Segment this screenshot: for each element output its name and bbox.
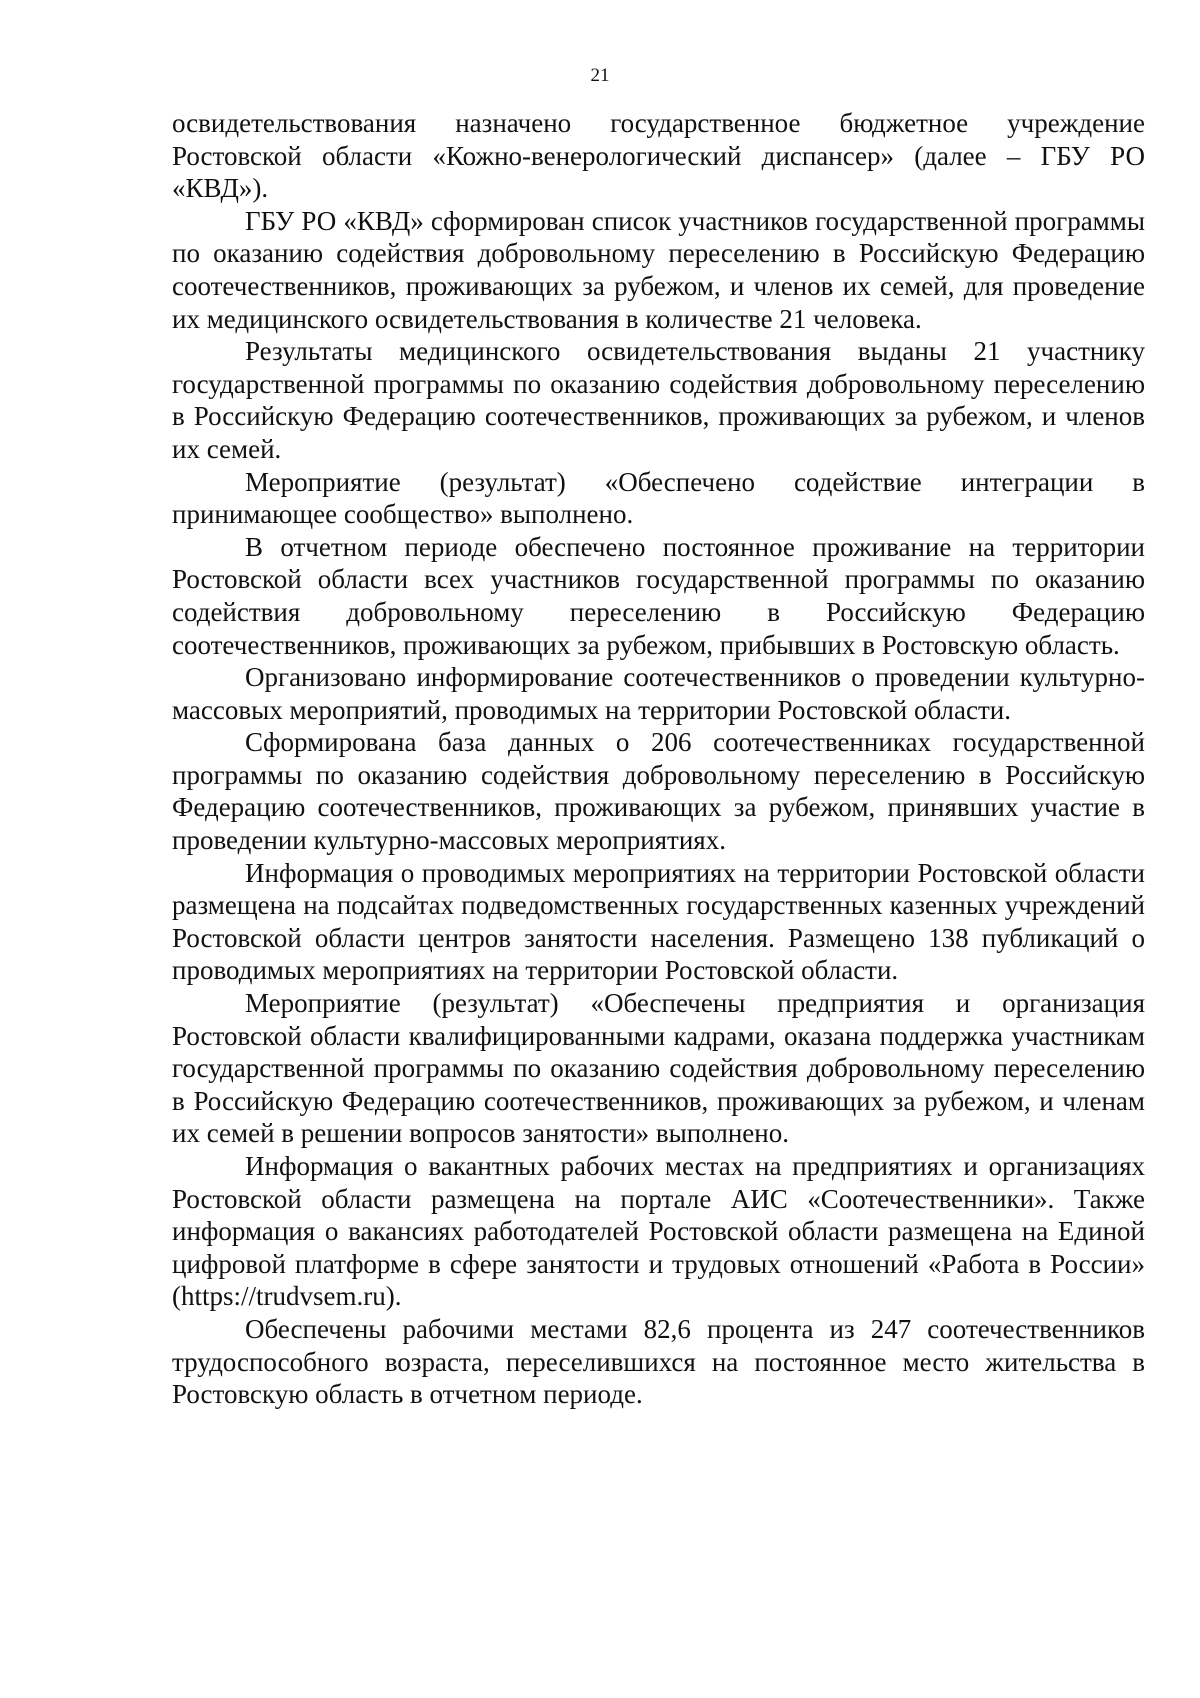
paragraph: Организовано информирование соотечественников о проведении культурно-массовых мероприятий, проводимых на территории Ростовской области. <box>172 662 1145 725</box>
paragraph: Мероприятие (результат) «Обеспечено содействие интеграции в принимающее сообщество» выполнено. <box>172 466 1145 530</box>
document-body <box>172 107 1145 1411</box>
paragraph: Мероприятие (результат) «Обеспечены предприятия и организация Ростовской области квалифицированными кадрами, оказана поддержка участникам государственной программы по оказанию содействия добровольному переселению в Российскую Федерацию соотечественников, проживающих за рубежом, и членам их семей в решении вопросов занятости» выполнено. <box>172 988 1145 1149</box>
paragraph: Информация о вакантных рабочих местах на предприятиях и организациях Ростовской области размещена на портале АИС «Соотечественники». Также информация о вакансиях работодателей Ростовской области размещена на Единой цифровой платформе в сфере занятости и трудовых отношений «Работа в России» (https://trudvsem.ru). <box>172 1151 1145 1312</box>
page-number: 21 <box>590 65 610 86</box>
paragraph: освидетельствования назначено государственное бюджетное учреждение Ростовской области «Кожно-венерологический диспансер» (далее – ГБУ РО «КВД»). <box>172 108 1145 204</box>
paragraph: Обеспечены рабочими местами 82,6 процента из 247 соотечественников трудоспособного возраста, переселившихся на постоянное место жительства в Ростовскую область в отчетном периоде. <box>172 1313 1145 1410</box>
paragraph: Сформирована база данных о 206 соотечественниках государственной программы по оказанию содействия добровольному переселению в Российскую Федерацию соотечественников, проживающих за рубежом, принявших участие в проведении культурно-массовых мероприятиях. <box>172 727 1145 856</box>
paragraph: Информация о проводимых мероприятиях на территории Ростовской области размещена на подсайтах подведомственных государственных казенных учреждений Ростовской области центров занятости населения. Размещено 138 публикаций о проводимых мероприятиях на территории Ростовской области. <box>172 857 1145 986</box>
paragraph: В отчетном периоде обеспечено постоянное проживание на территории Ростовской области всех участников государственной программы по оказанию содействия добровольному переселению в Российскую Федерацию соотечественников, проживающих за рубежом, прибывших в Ростовскую область. <box>172 531 1145 660</box>
paragraph: ГБУ РО «КВД» сформирован список участников государственной программы по оказанию содействия добровольному переселению в Российскую Федерацию соотечественников, проживающих за рубежом, и членов их семей, для проведение их медицинского освидетельствования в количестве 21 человека. <box>172 205 1145 334</box>
paragraph: Результаты медицинского освидетельствования выданы 21 участнику государственной программы по оказанию содействия добровольному переселению в Российскую Федерацию соотечественников, проживающих за рубежом, и членов их семей. <box>172 336 1145 464</box>
